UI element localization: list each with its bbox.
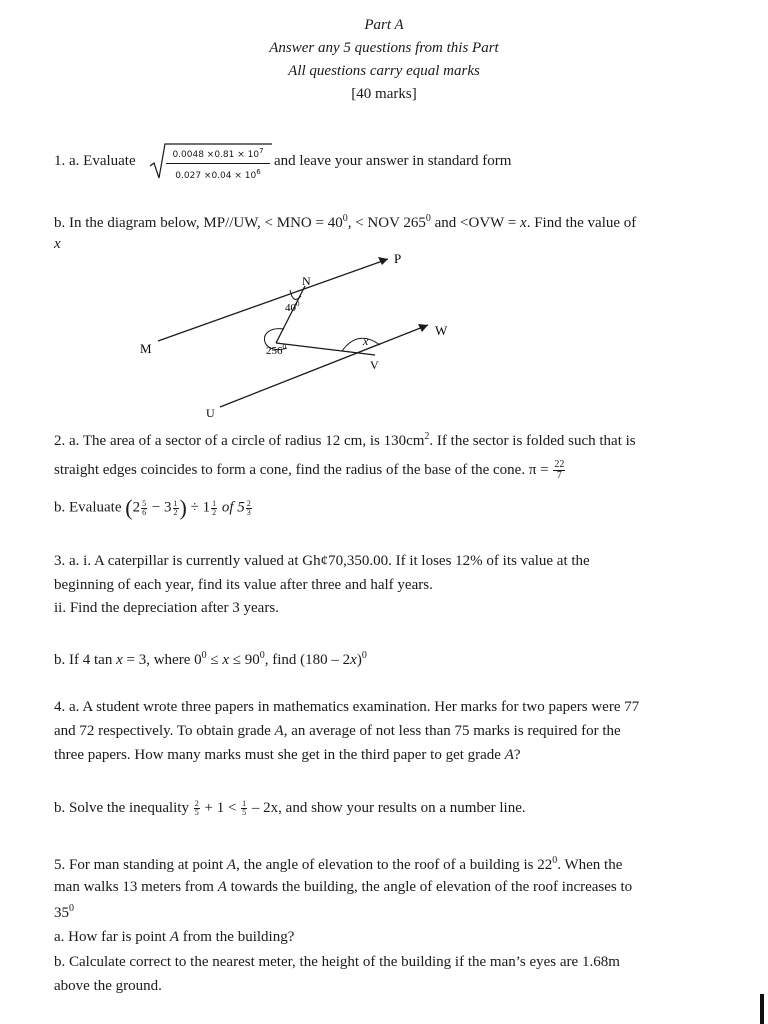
arc-v [342,338,380,351]
q3a-line1: 3. a. i. A caterpillar is currently valued at Gh¢70,350.00. If it loses 12% of its value at the [54,553,590,569]
q4a-line3: three papers. How many marks must she get in the third paper to get grade A? [54,747,521,763]
label-n: N [302,274,311,288]
q1a-fraction [166,145,270,182]
label-x: x [363,334,369,348]
q1b-text-line2: x [54,236,61,252]
angle-diagram [130,245,460,425]
q5-line1: 5. For man standing at point A, the angle of elevation to the roof of a building is $22^0$. When the [54,855,623,873]
frac-5-6: $\frac{5}{6}$ [142,498,147,517]
q5-line3: $35^0$ [54,903,74,921]
q1a-radical [148,142,274,182]
q5b-line2: above the ground. [54,978,162,994]
line-ov [276,343,375,355]
total-marks: [40 marks] [351,86,417,102]
marks-note: All questions carry equal marks [288,63,480,79]
part-instruction: Answer any 5 questions from this Part [269,40,499,56]
line-uw [220,325,428,407]
q1a-prefix: 1. a. Evaluate [54,153,136,169]
part-header [0,14,768,106]
q4a-line1: 4. a. A student wrote three papers in mathematics examination. Her marks for two papers were 77 [54,699,640,715]
q2a-line2: straight edges coincides to form a cone, find the radius of the base of the cone. π = $\frac{22}{7}$ [54,459,565,481]
q3a-line3: ii. Find the depreciation after 3 years. [54,600,279,616]
frac-1-2a: $\frac{1}{2}$ [173,498,178,517]
label-u: U [206,406,215,420]
frac-2-3: $\frac{2}{3}$ [246,498,251,517]
frac-1-2b: $\frac{1}{2}$ [212,498,217,517]
edge-mark [760,994,764,1024]
q1a-denominator: $0.027 \times 0.04 \times 10^6$ [175,168,261,181]
q1a-numerator: $0.0048 \times 0.81 \times 10^7$ [166,145,270,164]
q1b-text: b. In the diagram below, MP//UW, < MNO = $40^0$, < NOV $265^0$ and <OVW = x. Find the value of [54,213,637,231]
q3b-text: b. If 4 tan x = 3, where $0^0 \le x \le 90^0$, find (180 – 2x)$^0$ [54,650,367,668]
q5a-text: a. How far is point A from the building? [54,929,295,945]
angle-n-label: $40^0$ [285,300,300,314]
arrow-p-icon [378,257,388,265]
q5-line2: man walks 13 meters from A towards the building, the angle of elevation of the roof increases to [54,879,633,895]
frac-1-5: $\frac{1}{5}$ [242,799,247,818]
q1a-suffix: and leave your answer in standard form [274,153,512,169]
q5b-line1: b. Calculate correct to the nearest meter, the height of the building if the man’s eyes are 1.68m [54,954,620,970]
line-mp [158,259,388,341]
label-v: V [370,358,379,372]
angle-o-label: $256^0$ [266,343,286,357]
q3a-line2: beginning of each year, find its value after three and half years. [54,577,433,593]
part-title: Part A [364,17,404,33]
line-no [276,286,305,343]
q4a-line2: and 72 respectively. To obtain grade A, an average of not less than 75 marks is required for the [54,723,621,739]
q2a-line1: 2. a. The area of a sector of a circle of radius 12 cm, is $130cm^2$. If the sector is folded such that is [54,431,636,449]
q2b-expression: b. Evaluate (2 $\frac{5}{6}$ − 3 $\frac{1}{2}$ ) ÷ 1 $\frac{1}{2}$ of 5 $\frac{2}{3}$ [54,495,251,520]
frac-2-5: $\frac{2}{5}$ [194,799,199,818]
label-p: P [394,251,402,266]
pi-fraction: $\frac{22}{7}$ [554,459,565,481]
q4b-inequality: b. Solve the inequality $\frac{2}{5}$ + 1 < $\frac{1}{5}$ – 2x, and show your results on a number line. [54,799,526,818]
label-m: M [140,341,152,356]
label-w: W [435,323,448,338]
